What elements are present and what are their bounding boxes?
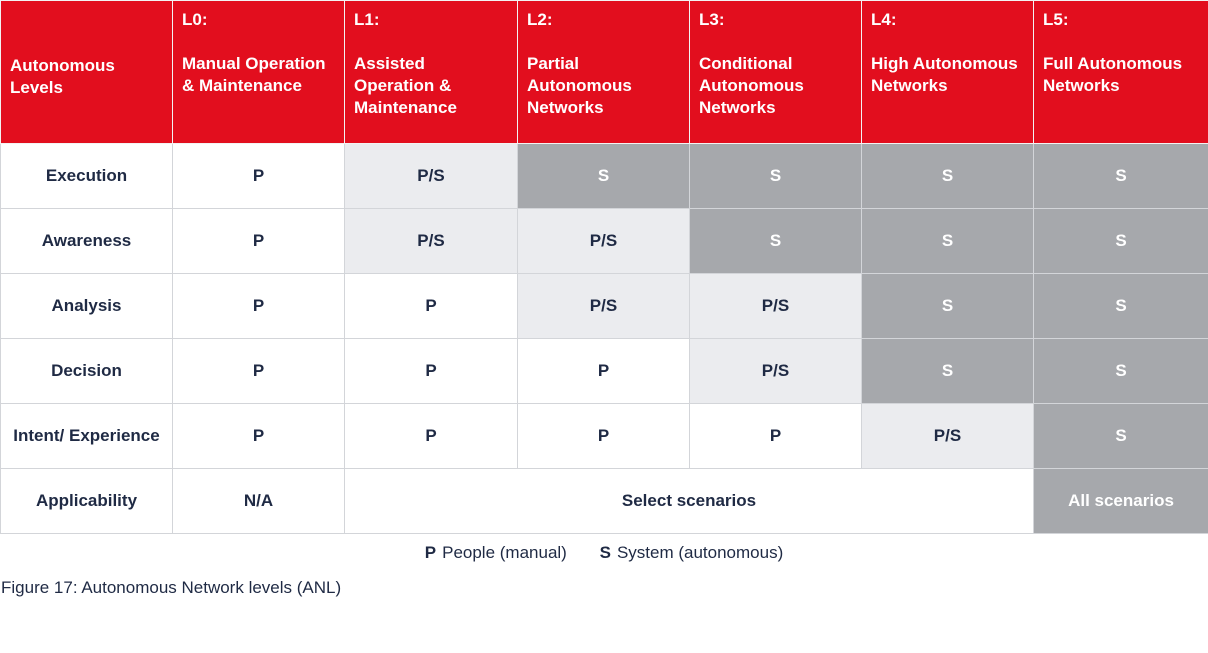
- matrix-cell: S: [1034, 339, 1208, 404]
- legend-key: P: [424, 543, 437, 562]
- matrix-cell: P: [345, 274, 518, 339]
- level-code: L3:: [699, 10, 725, 29]
- level-code: L1:: [354, 10, 380, 29]
- header-corner-label: Autonomous Levels: [10, 56, 115, 97]
- matrix-cell: P: [518, 339, 690, 404]
- level-code: L2:: [527, 10, 553, 29]
- matrix-cell: P: [173, 404, 345, 469]
- level-code: L4:: [871, 10, 897, 29]
- matrix-cell: P/S: [345, 209, 518, 274]
- matrix-cell: P: [173, 209, 345, 274]
- legend-key: S: [599, 543, 611, 562]
- header-level-l5: [1034, 1, 1208, 144]
- table-row: [1, 144, 1208, 209]
- table-row: [1, 404, 1208, 469]
- matrix-cell: S: [1034, 209, 1208, 274]
- matrix-cell: P: [173, 274, 345, 339]
- level-name: Conditional Autonomous Networks: [699, 54, 804, 117]
- header-level-l1: [345, 1, 518, 144]
- matrix-cell: S: [1034, 144, 1208, 209]
- level-name: Assisted Operation & Maintenance: [354, 54, 457, 117]
- matrix-cell: S: [1034, 404, 1208, 469]
- matrix-cell: S: [518, 144, 690, 209]
- level-name: Partial Autonomous Networks: [527, 54, 632, 117]
- header-level-l4: [862, 1, 1034, 144]
- applicability-l0: N/A: [173, 469, 345, 534]
- row-label: Awareness: [1, 209, 173, 274]
- table-row: [1, 339, 1208, 404]
- matrix-cell: P: [345, 404, 518, 469]
- level-name: Manual Operation & Maintenance: [182, 54, 326, 95]
- row-label: Intent/ Experience: [1, 404, 173, 469]
- matrix-cell: S: [862, 144, 1034, 209]
- matrix-cell: S: [690, 144, 862, 209]
- level-name: Full Autonomous Networks: [1043, 54, 1183, 95]
- applicability-l5: All scenarios: [1034, 469, 1208, 534]
- matrix-cell: S: [690, 209, 862, 274]
- row-label: Execution: [1, 144, 173, 209]
- matrix-cell: P: [518, 404, 690, 469]
- legend-item-system: [600, 543, 784, 563]
- figure-caption: Figure 17: Autonomous Network levels (ANL): [1, 578, 342, 597]
- matrix-cell: P/S: [690, 339, 862, 404]
- matrix-body: [1, 144, 1208, 534]
- table-row: [1, 274, 1208, 339]
- applicability-row: [1, 469, 1208, 534]
- level-name: High Autonomous Networks: [871, 54, 1018, 95]
- header-row: [1, 1, 1208, 144]
- applicability-l1-l4: Select scenarios: [345, 469, 1034, 534]
- matrix-cell: P: [173, 339, 345, 404]
- legend-item-people: [425, 543, 567, 563]
- legend-text: System (autonomous): [616, 543, 784, 562]
- matrix-cell: P/S: [345, 144, 518, 209]
- row-label: Applicability: [1, 469, 173, 534]
- row-label: Decision: [1, 339, 173, 404]
- row-label: Analysis: [1, 274, 173, 339]
- matrix-cell: S: [1034, 274, 1208, 339]
- header-level-l0: [173, 1, 345, 144]
- matrix-cell: S: [862, 339, 1034, 404]
- matrix-cell: P/S: [518, 274, 690, 339]
- header-level-l3: [690, 1, 862, 144]
- matrix-cell: S: [862, 274, 1034, 339]
- matrix-cell: S: [862, 209, 1034, 274]
- level-code: L5:: [1043, 10, 1069, 29]
- header-level-l2: [518, 1, 690, 144]
- matrix-cell: P: [690, 404, 862, 469]
- matrix-cell: P/S: [862, 404, 1034, 469]
- table-row: [1, 209, 1208, 274]
- level-code: L0:: [182, 10, 208, 29]
- matrix-cell: P/S: [518, 209, 690, 274]
- matrix-cell: P: [173, 144, 345, 209]
- matrix-cell: P/S: [690, 274, 862, 339]
- legend-text: People (manual): [442, 543, 567, 562]
- matrix-cell: P: [345, 339, 518, 404]
- legend: [0, 543, 1208, 563]
- header-corner: [1, 1, 173, 144]
